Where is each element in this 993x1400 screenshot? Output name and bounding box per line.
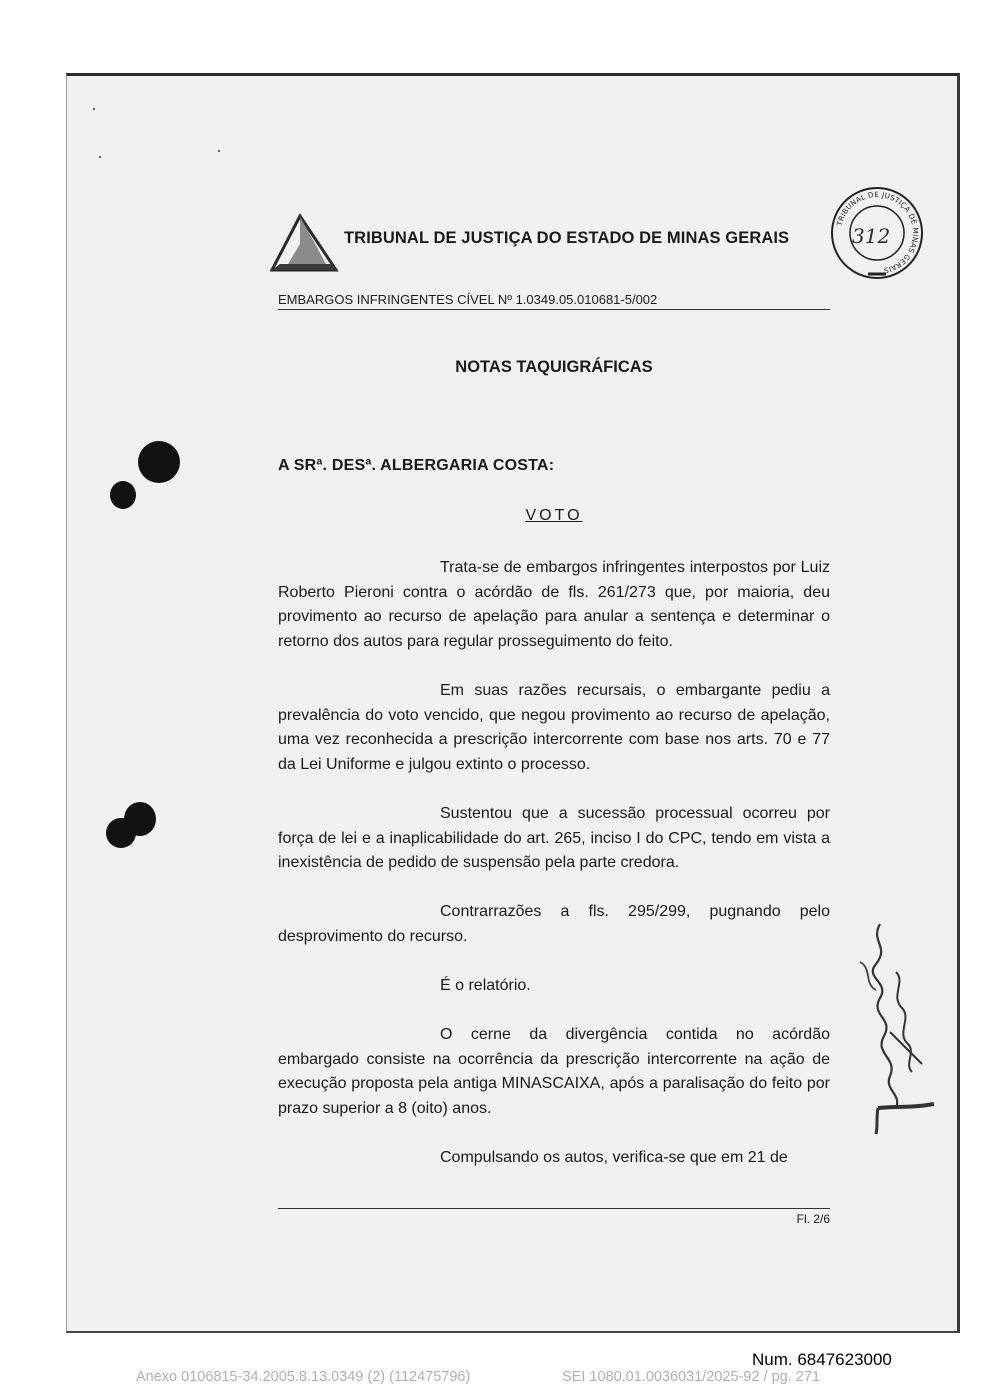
punch-hole: [110, 481, 136, 509]
case-number: EMBARGOS INFRINGENTES CÍVEL Nº 1.0349.05.010681-5/002: [278, 292, 658, 307]
handwritten-signature-icon: [850, 912, 940, 1142]
section-heading: VOTO: [525, 507, 583, 524]
sei-reference: SEI 1080.01.0036031/2025-92 / pg. 271: [562, 1369, 820, 1385]
court-logo-icon: [270, 214, 340, 272]
paragraph: Compulsando os autos, verifica-se que em 21 de: [440, 1149, 788, 1167]
header-divider: [278, 309, 830, 310]
court-name: TRIBUNAL DE JUSTIÇA DO ESTADO DE MINAS GERAIS: [344, 229, 790, 247]
footer-divider: [278, 1208, 830, 1209]
paragraph: Trata-se de embargos infringentes interpostos por Luiz Roberto Pieroni contra o acórdão de fls. 261/273 que, por maioria, deu provimento ao recurso de apelação para anular a sentença e determinar o retorno dos autos para regular prosseguimento do feito.: [278, 559, 830, 650]
speaker-heading: A SRª. DESª. ALBERGARIA COSTA:: [278, 457, 555, 474]
svg-text:TRIBUNAL DE JUSTIÇA DE MINAS G: TRIBUNAL DE JUSTIÇA DE MINAS GERAIS: [834, 189, 921, 276]
paragraph: Sustentou que a sucessão processual ocorreu por força de lei e a inaplicabilidade do art. 265, inciso I do CPC, tendo em vista a inexistência de pedido de suspensão pela parte credora.: [278, 804, 830, 872]
folio-number: Fl. 2/6: [796, 1212, 830, 1226]
document-num: Num. 6847623000: [752, 1350, 892, 1369]
body-text: [278, 556, 830, 1195]
paragraph: O cerne da divergência contida no acórdão embargado consiste na ocorrência da prescrição intercorrente na ação de execução proposta pela antiga MINASCAIXA, após a paralisação do feito por prazo superior a 8 (oito) anos.: [278, 1026, 830, 1118]
punch-hole: [106, 818, 136, 848]
document-title: NOTAS TAQUIGRÁFICAS: [455, 358, 653, 376]
punch-hole: [138, 441, 180, 483]
paragraph: Contrarrazões a fls. 295/299, pugnando pelo desprovimento do recurso.: [278, 903, 830, 945]
paragraph: É o relatório.: [440, 977, 531, 995]
seal-page-number: 312: [852, 224, 891, 248]
annex-reference: Anexo 0106815-34.2005.8.13.0349 (2) (112475796): [136, 1369, 471, 1385]
paragraph: Em suas razões recursais, o embargante pediu a prevalência do voto vencido, que negou provimento ao recurso de apelação, uma vez reconhecida a prescrição intercorrente com base nos arts. 70 e 77 da Lei Uniforme e julgou extinto o processo.: [278, 681, 830, 773]
